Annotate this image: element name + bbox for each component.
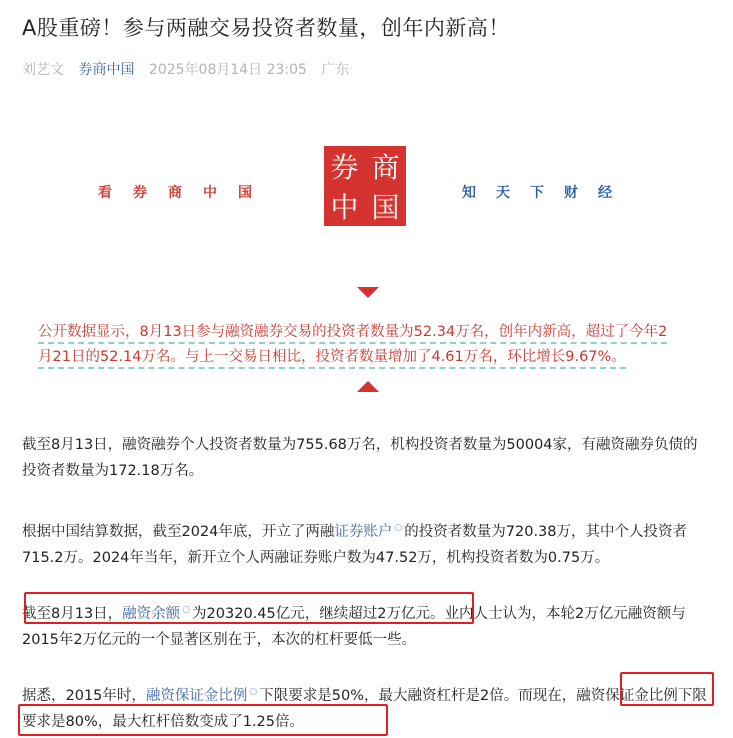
paragraph-text: 截至8月13日， [22,605,123,622]
search-icon[interactable]: ○ [249,687,258,697]
paragraph-account-stats [22,515,712,571]
paragraph-text: 业内人士认为，本轮2万亿元融资额与2015年2万亿元的一个显著区别在于，本次的杠杆要低一些。 [22,605,686,648]
paragraph-text: 融资保证金 [576,687,649,704]
summary-highlight [38,320,698,370]
publish-location: 广东 [321,62,350,78]
annotation-box [24,592,474,624]
article-title: A股重磅！参与两融交易投资者数量，创年内新高！ [22,16,510,40]
search-icon[interactable]: ○ [182,605,191,615]
paragraph-text: 的投资者数量为720.38万，其中个人投资者715.2万。2024年当年，新开立个人两融证券账户数为47.52万，机构投资者数为0.75万。 [22,523,687,566]
triangle-up-icon [357,381,379,392]
search-icon[interactable]: ○ [394,523,403,533]
banner-left-slogan: 看券商中国 [98,185,273,201]
triangle-down-icon [357,287,379,298]
paragraph-text: 比例下限要求是80%，最大杠杆倍数变成了1.25倍。 [22,687,707,730]
paragraph-text: 根据中国结算数据，截至2024年底，开立了两融 [22,523,335,540]
paragraph-investor-count: 截至8月13日，融资融券个人投资者数量为755.68万名，机构投资者数量为50004家，有融资融券负债的投资者数量为172.18万名。 [22,437,698,479]
brand-logo [324,146,406,226]
article-meta [22,59,359,79]
paragraph-text: 据悉，2015年时， [22,687,146,704]
logo-char: 中 [330,191,359,224]
author-name[interactable]: 刘艺文 [22,62,64,78]
banner-right-slogan: 知天下财经 [462,185,632,201]
publish-datetime: 2025年08月14日 23:05 [148,62,307,78]
logo-char: 券 [330,151,359,184]
summary-line: 公开数据显示，8月13日参与融资融券交易的投资者数量为52.34万名，创年内新高，超过了今年2 [38,324,667,344]
logo-char: 商 [371,151,400,184]
annotation-box [18,704,388,736]
paragraph-text: 下限要求是50%，最大融资杠杆是2倍。而现在， [259,687,577,704]
summary-line: 月21日的52.14万名。与上一交易日相比，投资者数量增加了4.61万名，环比增长9.67%。 [38,349,626,369]
securities-account-link[interactable]: 证券账户 [334,523,393,540]
financing-balance-link[interactable]: 融资余额 [122,605,181,622]
logo-char: 国 [371,191,400,224]
paragraph-text: 为20320.45亿元，继续超过2万亿元。 [192,605,445,622]
annotation-box [620,672,714,706]
margin-ratio-link[interactable]: 融资保证金比例 [145,687,248,704]
source-name[interactable]: 券商中国 [78,62,135,78]
